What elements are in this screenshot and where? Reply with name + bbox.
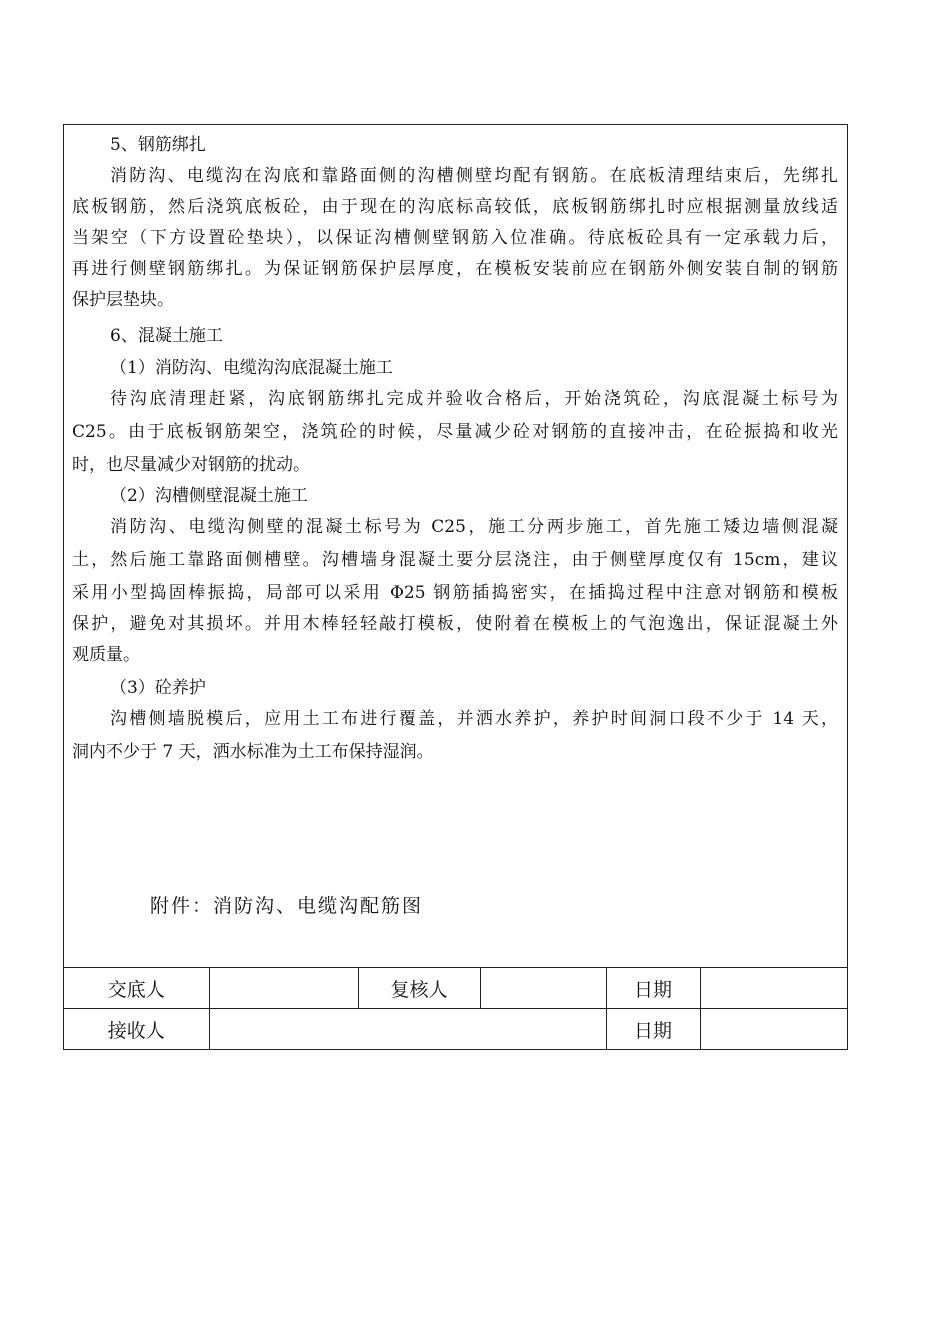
paragraph-line: 底板钢筋，然后浇筑底板砼，由于现在的沟底标高较低，底板钢筋绑扎时应根据测量放线适 <box>72 197 838 217</box>
signoff-table <box>64 967 847 1050</box>
receiver-field[interactable] <box>209 1009 606 1050</box>
signoff-row-1 <box>64 968 847 1009</box>
paragraph-line: 时，也尽量减少对钢筋的扰动。 <box>72 455 310 475</box>
document-body <box>64 125 847 967</box>
discloser-label: 交底人 <box>64 968 209 1009</box>
subsection-heading: （3）砼养护 <box>110 678 206 698</box>
section-heading-concrete: 6、混凝土施工 <box>110 326 223 346</box>
paragraph-line: C25。由于底板钢筋架空，浇筑砼的时候，尽量减少砼对钢筋的直接冲击，在砼振捣和收光 <box>72 422 838 442</box>
paragraph-line: 沟槽侧墙脱模后，应用土工布进行覆盖，并洒水养护，养护时间洞口段不少于 14 天， <box>110 709 838 729</box>
date-field[interactable] <box>700 968 847 1009</box>
discloser-field[interactable] <box>209 968 358 1009</box>
paragraph-line: 保护层垫块。 <box>72 290 174 310</box>
section-heading-rebar: 5、钢筋绑扎 <box>110 135 206 155</box>
document-frame <box>63 124 848 1050</box>
subsection-heading: （2）沟槽侧壁混凝土施工 <box>110 486 308 506</box>
reviewer-field[interactable] <box>480 968 606 1009</box>
date-label: 日期 <box>606 1009 700 1050</box>
attachment-note: 附件：消防沟、电缆沟配筋图 <box>150 895 424 917</box>
paragraph-line: 消防沟、电缆沟在沟底和靠路面侧的沟槽侧壁均配有钢筋。在底板清理结束后，先绑扎 <box>110 166 838 186</box>
receiver-label: 接收人 <box>64 1009 209 1050</box>
paragraph-line: 保护，避免对其损坏。并用木棒轻轻敲打模板，使附着在模板上的气泡逸出，保证混凝土外 <box>72 614 838 634</box>
paragraph-line: 观质量。 <box>72 645 140 665</box>
paragraph-line: 待沟底清理赶紧，沟底钢筋绑扎完成并验收合格后，开始浇筑砼，沟底混凝土标号为 <box>110 389 838 409</box>
paragraph-line: 再进行侧壁钢筋绑扎。为保证钢筋保护层厚度，在模板安装前应在钢筋外侧安装自制的钢筋 <box>72 259 838 279</box>
paragraph-line: 消防沟、电缆沟侧壁的混凝土标号为 C25，施工分两步施工，首先施工矮边墙侧混凝 <box>110 517 838 537</box>
signoff-row-2 <box>64 1009 847 1050</box>
paragraph-line: 当架空（下方设置砼垫块），以保证沟槽侧壁钢筋入位准确。待底板砼具有一定承载力后， <box>72 228 838 248</box>
subsection-heading: （1）消防沟、电缆沟沟底混凝土施工 <box>110 358 393 378</box>
date-label: 日期 <box>606 968 700 1009</box>
paragraph-line: 采用小型捣固棒振捣，局部可以采用 Φ25 钢筋插捣密实，在插捣过程中注意对钢筋和模板 <box>72 583 838 603</box>
date-field[interactable] <box>700 1009 847 1050</box>
paragraph-line: 土，然后施工靠路面侧槽壁。沟槽墙身混凝土要分层浇注，由于侧壁厚度仅有 15cm，建议 <box>72 550 838 570</box>
paragraph-line: 洞内不少于 7 天，洒水标准为土工布保持湿润。 <box>72 742 434 762</box>
reviewer-label: 复核人 <box>358 968 480 1009</box>
